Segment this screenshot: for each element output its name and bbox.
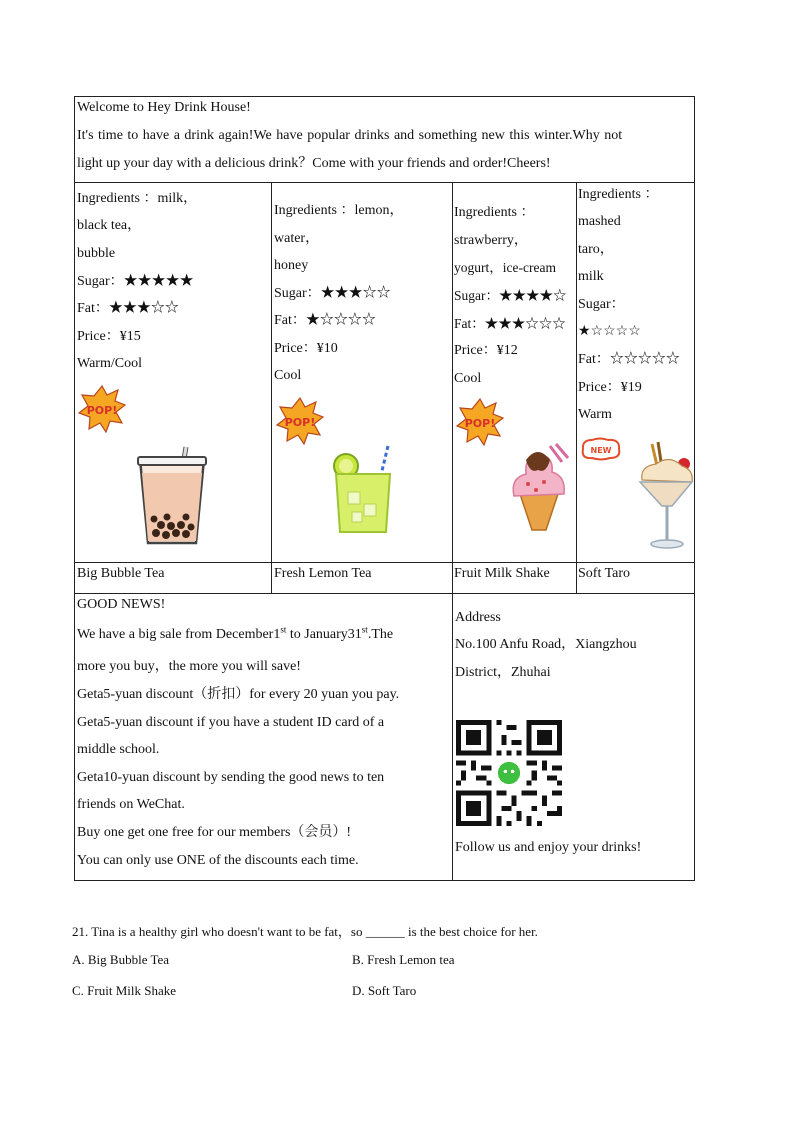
address-line: No.100 Anfu Road，Xiangzhou — [455, 637, 637, 652]
bubble-tea-cup-icon — [134, 445, 210, 549]
ingredients-line: black tea， — [77, 218, 142, 233]
drink-name: Fruit Milk Shake — [454, 566, 550, 581]
option-c[interactable]: C. Fruit Milk Shake — [72, 983, 177, 998]
news-line: Geta10-yuan discount by sending the good news to ten — [77, 770, 385, 785]
news-line: Geta5-yuan discount if you have a student ID card of a — [77, 715, 385, 730]
news-line: middle school. — [77, 742, 160, 757]
question-stem: 21. Tina is a healthy girl who doesn't want to be fat，so ______ is the best choice for her. — [72, 924, 538, 939]
milk-shake-cone-icon — [506, 440, 572, 532]
ingredients-line: Ingredients ：milk， — [77, 191, 198, 206]
fat-rating: Fat：★★★☆☆☆ — [454, 316, 566, 331]
option-b[interactable]: B. Fresh Lemon tea — [352, 952, 455, 967]
pop-badge-icon — [456, 398, 504, 446]
price: Price：¥15 — [77, 329, 141, 344]
svg-text:POP!: POP! — [86, 404, 118, 417]
option-a[interactable]: A. Big Bubble Tea — [72, 952, 170, 967]
sugar-rating: ★☆☆☆☆ — [578, 324, 641, 339]
intro-line-1: It's time to have a drink again!We have popular drinks and something new this winter.Why not — [77, 128, 623, 143]
fat-rating: Fat：☆☆☆☆☆ — [578, 352, 680, 367]
intro-title: Welcome to Hey Drink House! — [77, 100, 251, 115]
temperature: Cool — [454, 371, 482, 386]
news-line: Buy one get one free for our members（会员）! — [77, 825, 352, 840]
temperature: Warm — [578, 407, 612, 422]
sugar-rating: Sugar：★★★★☆ — [454, 288, 567, 303]
sugar-rating: Sugar：★★★★★ — [77, 274, 194, 289]
ingredients-line: bubble — [77, 246, 116, 261]
new-badge-icon — [580, 436, 622, 462]
pop-badge-icon — [276, 397, 324, 445]
temperature: Cool — [274, 368, 302, 383]
ingredients-line: taro， — [578, 242, 614, 257]
address-line: District，Zhuhai — [455, 665, 551, 680]
lemon-tea-glass-icon — [330, 444, 396, 536]
option-d[interactable]: D. Soft Taro — [352, 983, 417, 998]
news-title: GOOD NEWS! — [77, 597, 166, 612]
ingredients-line: milk — [578, 269, 604, 284]
svg-text:POP!: POP! — [284, 416, 316, 429]
svg-text:NEW: NEW — [590, 446, 612, 455]
price: Price：¥19 — [578, 380, 642, 395]
sugar-rating: Sugar：★★★☆☆ — [274, 286, 391, 301]
news-line: more you buy，the more you will save! — [77, 659, 301, 674]
drink-name: Big Bubble Tea — [77, 566, 165, 581]
drink-name: Fresh Lemon Tea — [274, 566, 372, 581]
ingredients-line: Ingredients ：lemon， — [274, 203, 404, 218]
follow-us-text: Follow us and enjoy your drinks! — [455, 840, 642, 855]
fat-rating: Fat：★☆☆☆☆ — [274, 313, 376, 328]
fat-rating: Fat：★★★☆☆ — [77, 301, 179, 316]
drink-name: Soft Taro — [578, 566, 631, 581]
pop-badge-icon — [78, 385, 126, 433]
ingredients-line: Ingredients ： — [578, 187, 659, 202]
news-sale-line: We have a big sale from December1st to January31st.The — [77, 624, 394, 642]
price: Price：¥12 — [454, 343, 518, 358]
ingredients-line: strawberry， — [454, 233, 528, 248]
news-line: Geta5-yuan discount（折扣）for every 20 yuan you pay. — [77, 687, 400, 702]
taro-sundae-glass-icon — [636, 440, 694, 550]
news-line: friends on WeChat. — [77, 797, 185, 812]
sugar-label: Sugar： — [578, 297, 625, 312]
news-line: You can only use ONE of the discounts each time. — [77, 853, 359, 868]
ingredients-line: yogurt，ice-cream — [454, 260, 556, 275]
ingredients-line: Ingredients ： — [454, 205, 535, 220]
ingredients-line: honey — [274, 258, 309, 273]
ingredients-line: water， — [274, 231, 320, 246]
wechat-qr-code-icon — [456, 720, 562, 826]
svg-text:POP!: POP! — [464, 417, 496, 430]
temperature: Warm/Cool — [77, 356, 142, 371]
address-label: Address — [455, 610, 501, 625]
price: Price：¥10 — [274, 341, 338, 356]
ingredients-line: mashed — [578, 214, 621, 229]
intro-line-2: light up your day with a delicious drink？Come with your friends and order!Cheers! — [77, 156, 551, 171]
